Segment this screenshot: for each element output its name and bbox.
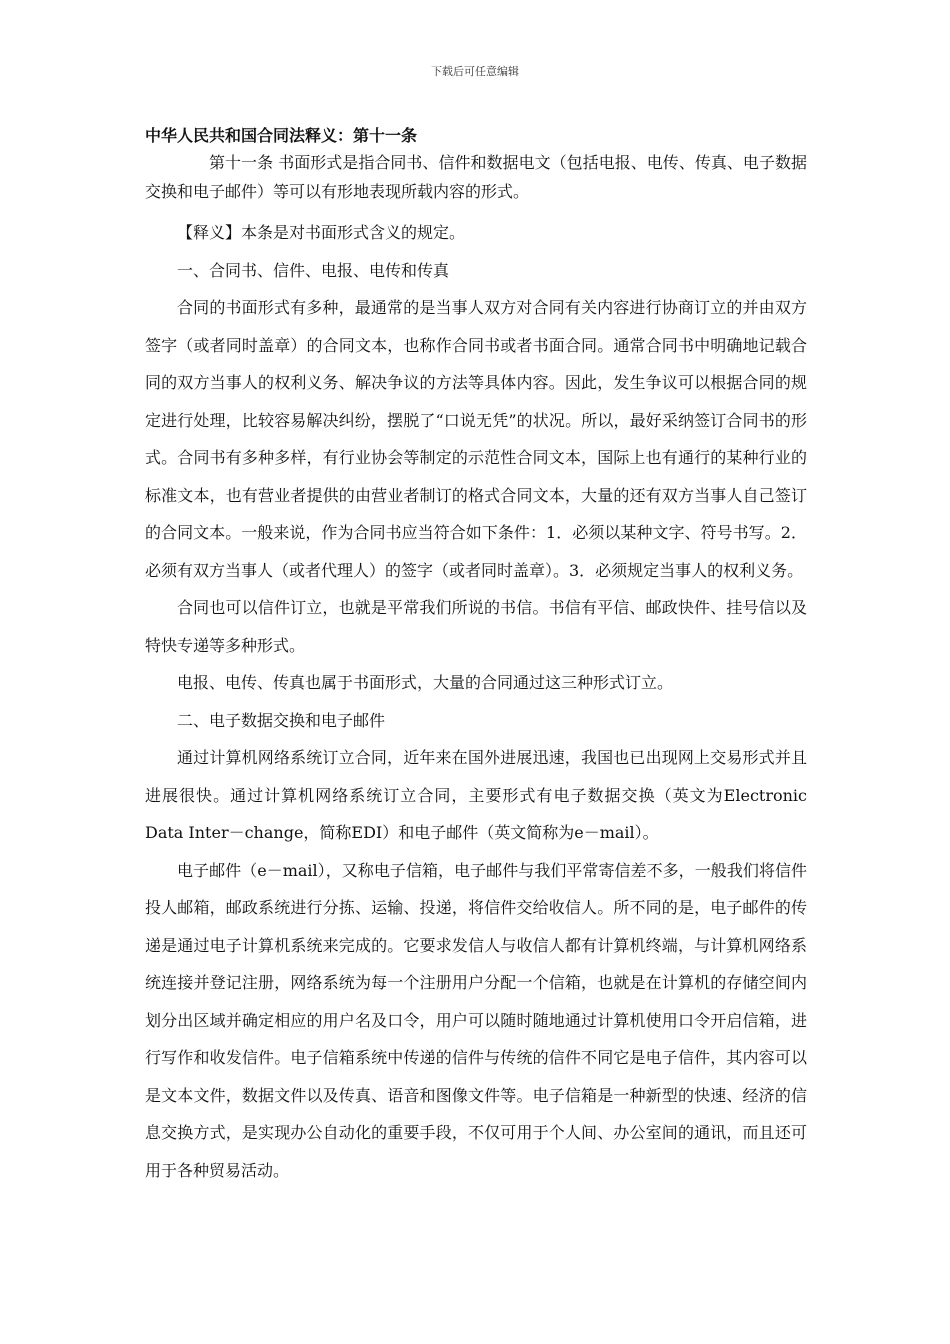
page-header: 下载后可任意编辑 bbox=[431, 65, 519, 78]
paragraph-email: 电子邮件（e－mail），又称电子信箱，电子邮件与我们平常寄信差不多，一般我们将信件投人邮箱，邮政系统进行分拣、运输、投递，将信件交给收信人。所不同的是，电子邮件的传递是通过电子计算机系统来完成的。它要求发信人与收信人都有计算机终端，与计算机网络系统连接并登记注册，网络系统为每一个注册用户分配一个信箱，也就是在计算机的存储空间内划分出区域并确定相应的用户名及口令，用户可以随时随地通过计算机使用口令开启信箱，进行写作和收发信件。电子信箱系统中传递的信件与传统的信件不同它是电子信件，其内容可以是文本文件，数据文件以及传真、语音和图像文件等。电子信箱是一种新型的快速、经济的信息交换方式，是实现办公自动化的重要手段，不仅可用于个人间、办公室间的通讯，而且还可用于各种贸易活动。 bbox=[145, 860, 807, 1180]
document-title: 中华人民共和国合同法释义：第十一条 bbox=[145, 126, 418, 145]
section-heading-2: 二、电子数据交换和电子邮件 bbox=[177, 710, 386, 730]
paragraph-telegram: 电报、电传、传真也属于书面形式，大量的合同通过这三种形式订立。 bbox=[177, 673, 674, 692]
paragraph-network: 通过计算机网络系统订立合同，近年来在国外进展迅速，我国也已出现网上交易形式并且进展很快。通过计算机网络系统订立合同，主要形式有电子数据交换（英文为Electronic Data Inter－change，简称EDI）和电子邮件（英文简称为e－mail）。 bbox=[145, 748, 807, 842]
article-text: 第十一条 书面形式是指合同书、信件和数据电文（包括电报、电传、传真、电子数据交换和电子邮件）等可以有形地表现所载内容的形式。 bbox=[145, 153, 807, 201]
paragraph-letters: 合同也可以信件订立，也就是平常我们所说的书信。书信有平信、邮政快件、挂号信以及特快专递等多种形式。 bbox=[145, 598, 807, 655]
section-heading-1: 一、合同书、信件、电报、电传和传真 bbox=[177, 260, 450, 280]
paragraph-contract-forms: 合同的书面形式有多种，最通常的是当事人双方对合同有关内容进行协商订立的并由双方签字（或者同时盖章）的合同文本，也称作合同书或者书面合同。通常合同书中明确地记载合同的双方当事人的权利义务、解决争议的方法等具体内容。因此，发生争议可以根据合同的规定进行处理，比较容易解决纠纷，摆脱了“口说无凭”的状况。所以，最好采纳签订合同书的形式。合同书有多种多样，有行业协会等制定的示范性合同文本，国际上也有通行的某种行业的标准文本，也有营业者提供的由营业者制订的格式合同文本，大量的还有双方当事人自己签订的合同文本。一般来说，作为合同书应当符合如下条件：1．必须以某种文字、符号书写。2．必须有双方当事人（或者代理人）的签字（或者同时盖章）。3．必须规定当事人的权利义务。 bbox=[145, 298, 807, 580]
paragraph-interpretation: 【释义】本条是对书面形式含义的规定。 bbox=[177, 223, 466, 242]
document-body bbox=[145, 122, 807, 1189]
